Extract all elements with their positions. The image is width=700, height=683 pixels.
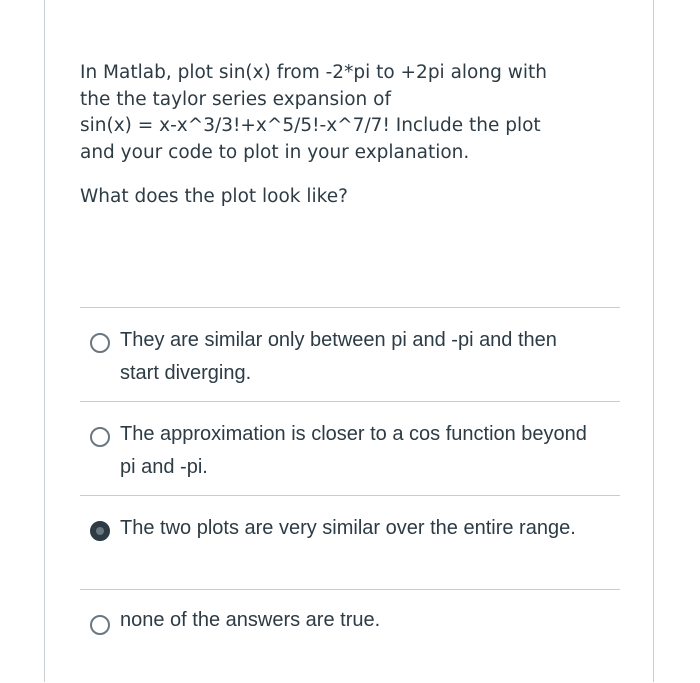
answer-option-3[interactable] (80, 495, 620, 589)
question-line: the the taylor series expansion of (80, 88, 391, 110)
question-prompt: What does the plot look like? (80, 186, 348, 207)
radio-button-selected[interactable] (90, 521, 110, 541)
answer-option-2[interactable] (80, 401, 620, 495)
question-text (80, 60, 620, 211)
answer-label: The two plots are very similar over the entire range. (120, 517, 576, 539)
question-line: and your code to plot in your explanation. (80, 141, 470, 163)
question-line: sin(x) = x-x^3/3!+x^5/5!-x^7/7! Include the plot (80, 115, 541, 136)
answer-label: none of the answers are true. (120, 609, 381, 631)
answer-label: The approximation is closer to a cos function beyond pi and -pi. (120, 423, 587, 478)
question-line: In Matlab, plot sin(x) from -2*pi to +2pi along with (80, 62, 547, 83)
answer-option-1[interactable] (80, 307, 620, 401)
radio-button[interactable] (90, 615, 110, 635)
radio-button[interactable] (90, 427, 110, 447)
answer-list (80, 307, 620, 683)
answer-label: They are similar only between pi and -pi and then start diverging. (120, 329, 557, 384)
answer-option-4[interactable] (80, 589, 620, 683)
radio-button[interactable] (90, 333, 110, 353)
